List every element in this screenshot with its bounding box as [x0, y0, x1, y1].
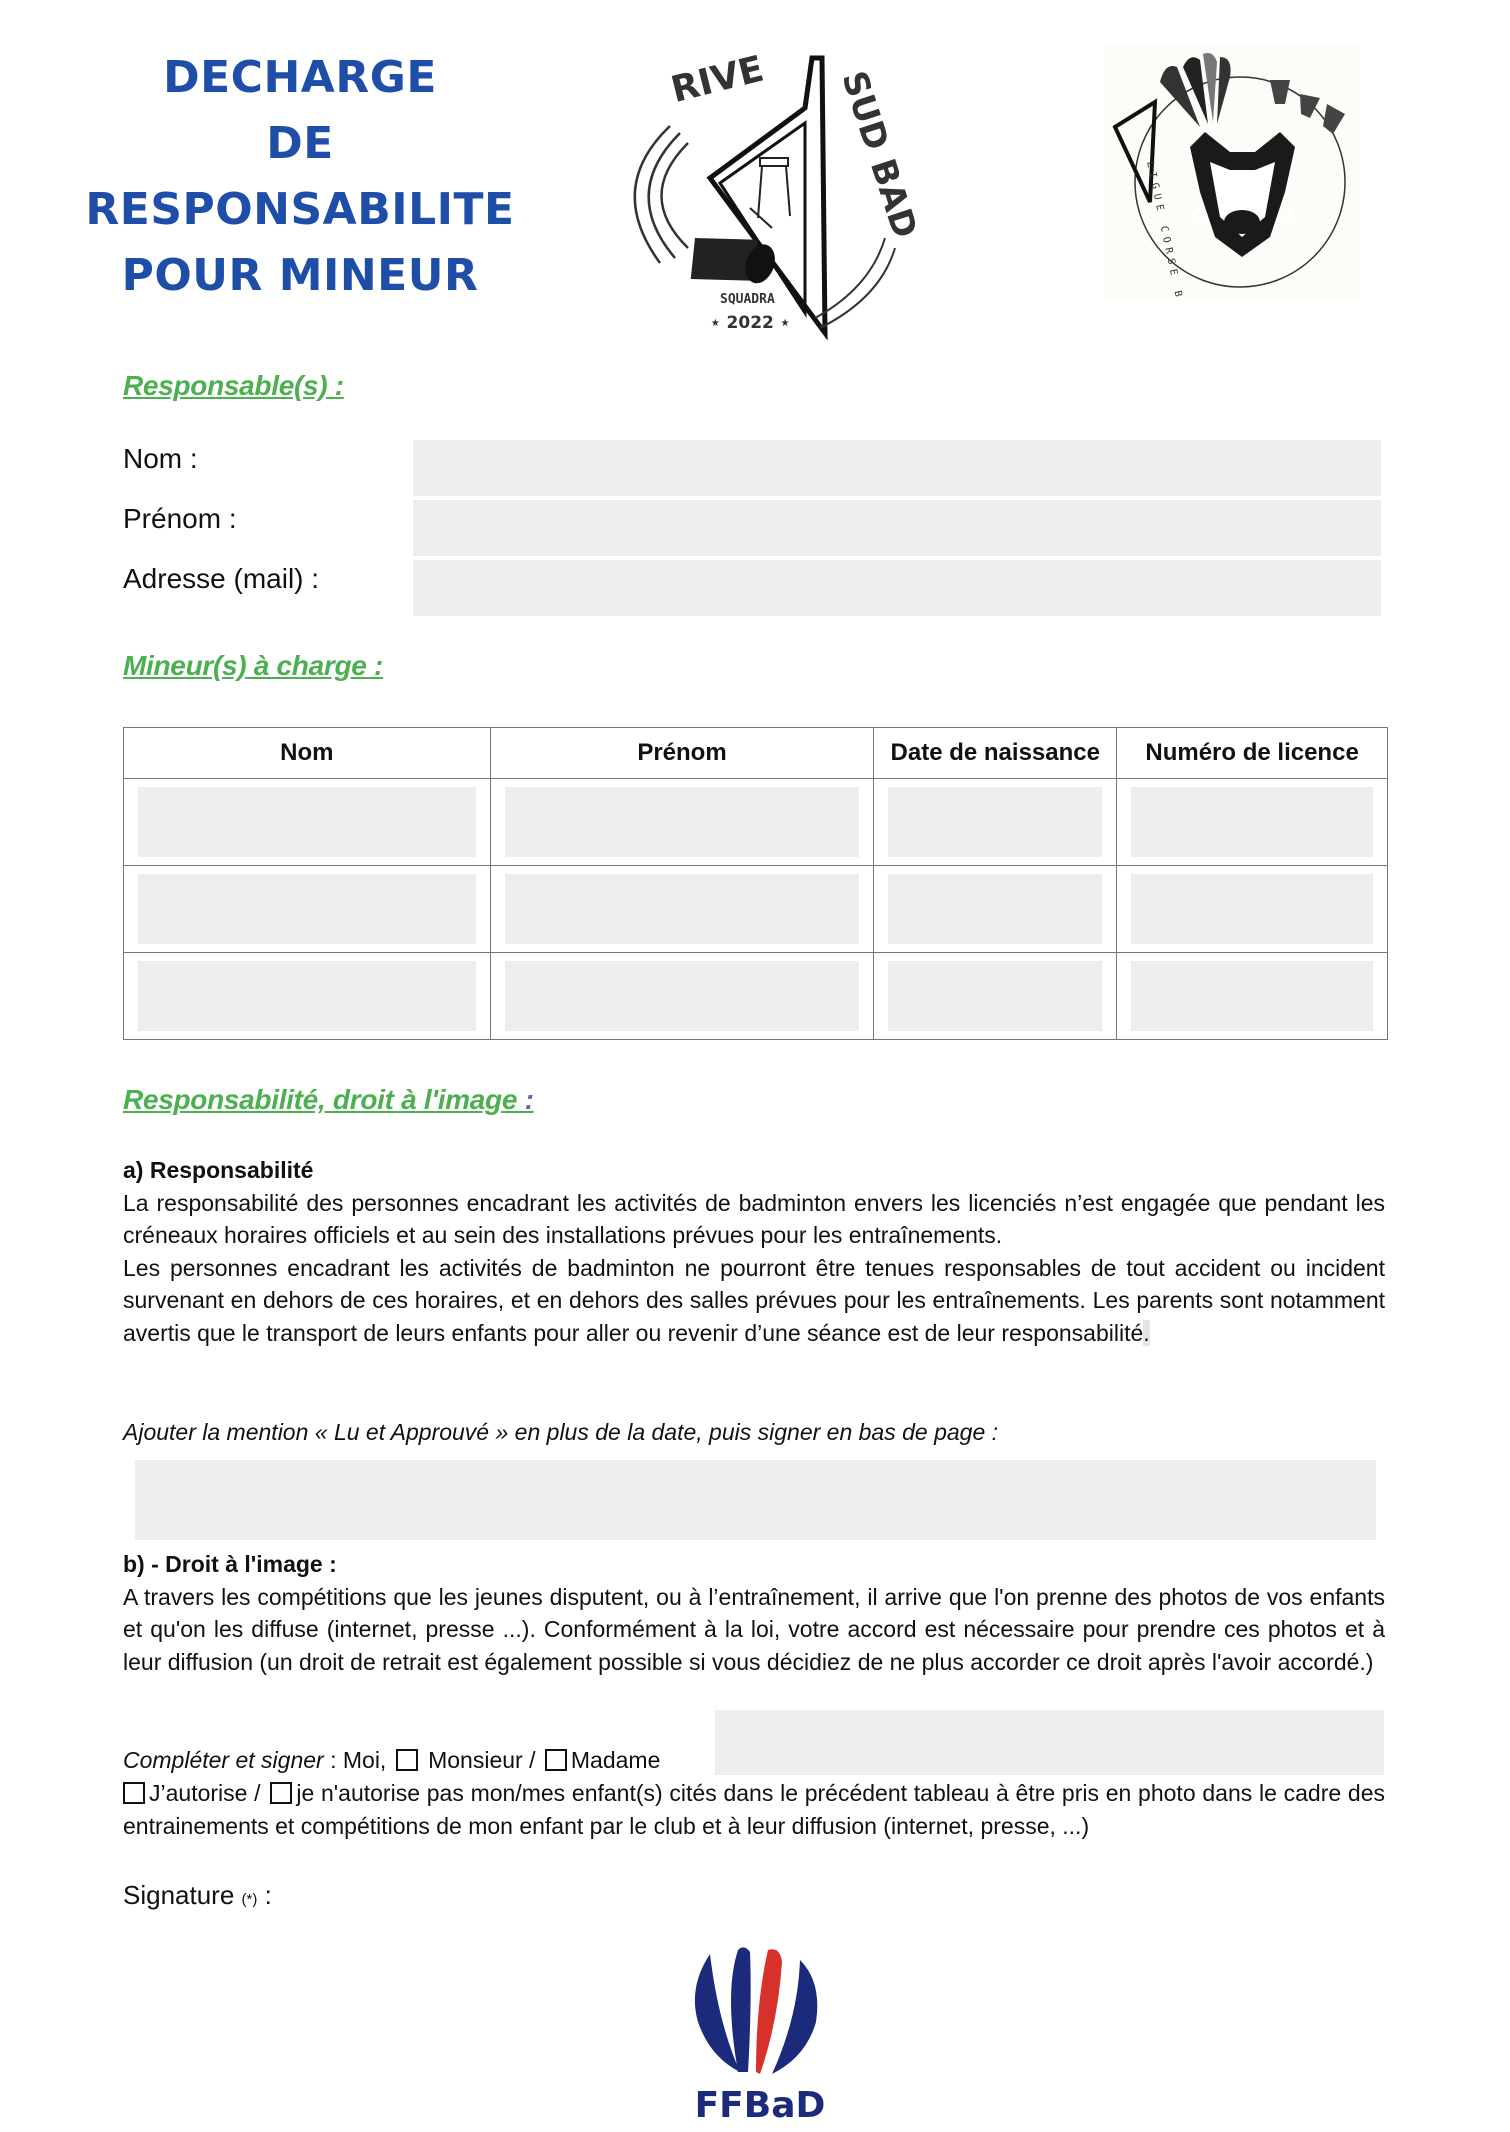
prenom-label: Prénom :: [123, 503, 237, 534]
droit-image-block: [123, 1548, 1385, 1678]
minor-1-nom-input[interactable]: [138, 787, 476, 857]
ffbad-text: FFBaD: [694, 2085, 826, 2126]
lu-et-approuve-input[interactable]: [135, 1460, 1376, 1540]
madame-checkbox[interactable]: [545, 1749, 567, 1771]
minor-3-prenom-input[interactable]: [505, 961, 860, 1031]
responsabilite-paragraph-2: Les personnes encadrant les activités de badminton ne pourront être tenues responsables de tout accident ou incident survenant en dehors de ces horaires, et en dehors des salles prévues pour les entraînements. Les parents sont notamment avertis que le transport de leurs enfants pour aller ou revenir d’une séance est de leur responsabilité.: [123, 1254, 1385, 1346]
table-header-row: [124, 728, 1388, 779]
title-line: POUR MINEUR: [121, 250, 479, 301]
autorise-label: J’autorise /: [149, 1780, 268, 1806]
minor-1-date-input[interactable]: [888, 787, 1102, 857]
consent-line: Compléter et signer : Moi, Monsieur / Madame: [123, 1747, 661, 1773]
non-autorise-text: je n'autorise pas mon/mes enfant(s) cités dans le précédent tableau à être pris en photo dans le cadre des entrainements et compétitions de mon enfant par le club et à leur diffusion (internet, presse, ...): [123, 1780, 1385, 1839]
mention-instruction: Ajouter la mention « Lu et Approuvé » en plus de la date, puis signer en bas de page :: [123, 1419, 999, 1445]
minor-1-licence-input[interactable]: [1131, 787, 1373, 857]
droit-image-paragraph: A travers les compétitions que les jeunes disputent, ou à l’entraînement, il arrive que l'on prenne des photos de vos enfants et qu'on les diffuse (internet, presse ...). Conformément à la loi, votre accord est nécessaire pour prendre ces photos et à leur diffusion (un droit de retrait est également possible si vous décidiez de ne plus accorder ce droit après l'avoir accordé.): [123, 1583, 1385, 1675]
logo-text-sud-bad: SUD BAD: [833, 66, 920, 243]
column-header-prenom: Prénom: [490, 728, 874, 779]
minor-2-date-input[interactable]: [888, 874, 1102, 944]
signature-note: (*): [241, 1891, 258, 1908]
responsable-nom-input[interactable]: [413, 440, 1381, 496]
autorise-checkbox[interactable]: [123, 1782, 145, 1804]
logo-ring-text: LIGUE CORSE BADMINTON: [1144, 160, 1203, 302]
complete-label: Compléter et signer: [123, 1747, 324, 1773]
section-heading-mineurs: Mineur(s) à charge :: [123, 650, 384, 681]
minor-3-licence-input[interactable]: [1131, 961, 1373, 1031]
section-heading-droit-image: [123, 1084, 534, 1116]
ligue-corse-badminton-logo: [1105, 42, 1360, 302]
column-header-nom: Nom: [124, 728, 491, 779]
madame-label: Madame: [570, 1747, 661, 1773]
column-header-numero-licence: Numéro de licence: [1117, 728, 1388, 779]
minor-1-prenom-input[interactable]: [505, 787, 860, 857]
ffbad-logo: [680, 1942, 840, 2127]
logo-text-squadra: SQUADRA: [720, 292, 775, 307]
subsection-title-droit-image: b) - Droit à l'image :: [123, 1551, 337, 1577]
autorisation-block: [123, 1777, 1385, 1842]
rive-sud-bad-logo: [600, 38, 920, 343]
title-line: DECHARGE: [163, 52, 437, 103]
document-title: [60, 45, 540, 309]
nom-label: Nom :: [123, 443, 198, 474]
responsable-email-input[interactable]: [413, 560, 1381, 616]
signature-label: Signature (*) :: [123, 1880, 272, 1910]
heading-text: Responsabilité, droit à l'image: [123, 1084, 525, 1115]
minor-2-prenom-input[interactable]: [505, 874, 860, 944]
title-line: DE: [266, 118, 334, 169]
monsieur-label: Monsieur /: [421, 1747, 542, 1773]
logo-text-rive: RIVE: [667, 48, 768, 111]
table-row: [124, 779, 1388, 866]
minors-table: [123, 727, 1388, 1040]
minor-3-date-input[interactable]: [888, 961, 1102, 1031]
table-row: [124, 866, 1388, 953]
minor-2-nom-input[interactable]: [138, 874, 476, 944]
title-line: RESPONSABILITE: [85, 184, 515, 235]
heading-colon: :: [524, 1084, 534, 1115]
responsabilite-block: [123, 1154, 1385, 1350]
logo-text-year: ⋆ 2022 ⋆: [710, 313, 791, 333]
section-heading-responsables: Responsable(s) :: [123, 370, 344, 401]
responsable-prenom-input[interactable]: [413, 500, 1381, 556]
minor-3-nom-input[interactable]: [138, 961, 476, 1031]
column-header-date-naissance: Date de naissance: [874, 728, 1117, 779]
adresse-mail-label: Adresse (mail) :: [123, 563, 320, 594]
monsieur-checkbox[interactable]: [396, 1749, 418, 1771]
subsection-title-responsabilite: a) Responsabilité: [123, 1157, 314, 1183]
minor-2-licence-input[interactable]: [1131, 874, 1373, 944]
table-row: [124, 953, 1388, 1040]
responsabilite-paragraph-1: La responsabilité des personnes encadrant les activités de badminton envers les licenciés n’est engagée que pendant les créneaux horaires officiels et au sein des installations prévues pour les entraînements.: [123, 1189, 1385, 1249]
non-autorise-checkbox[interactable]: [270, 1782, 292, 1804]
